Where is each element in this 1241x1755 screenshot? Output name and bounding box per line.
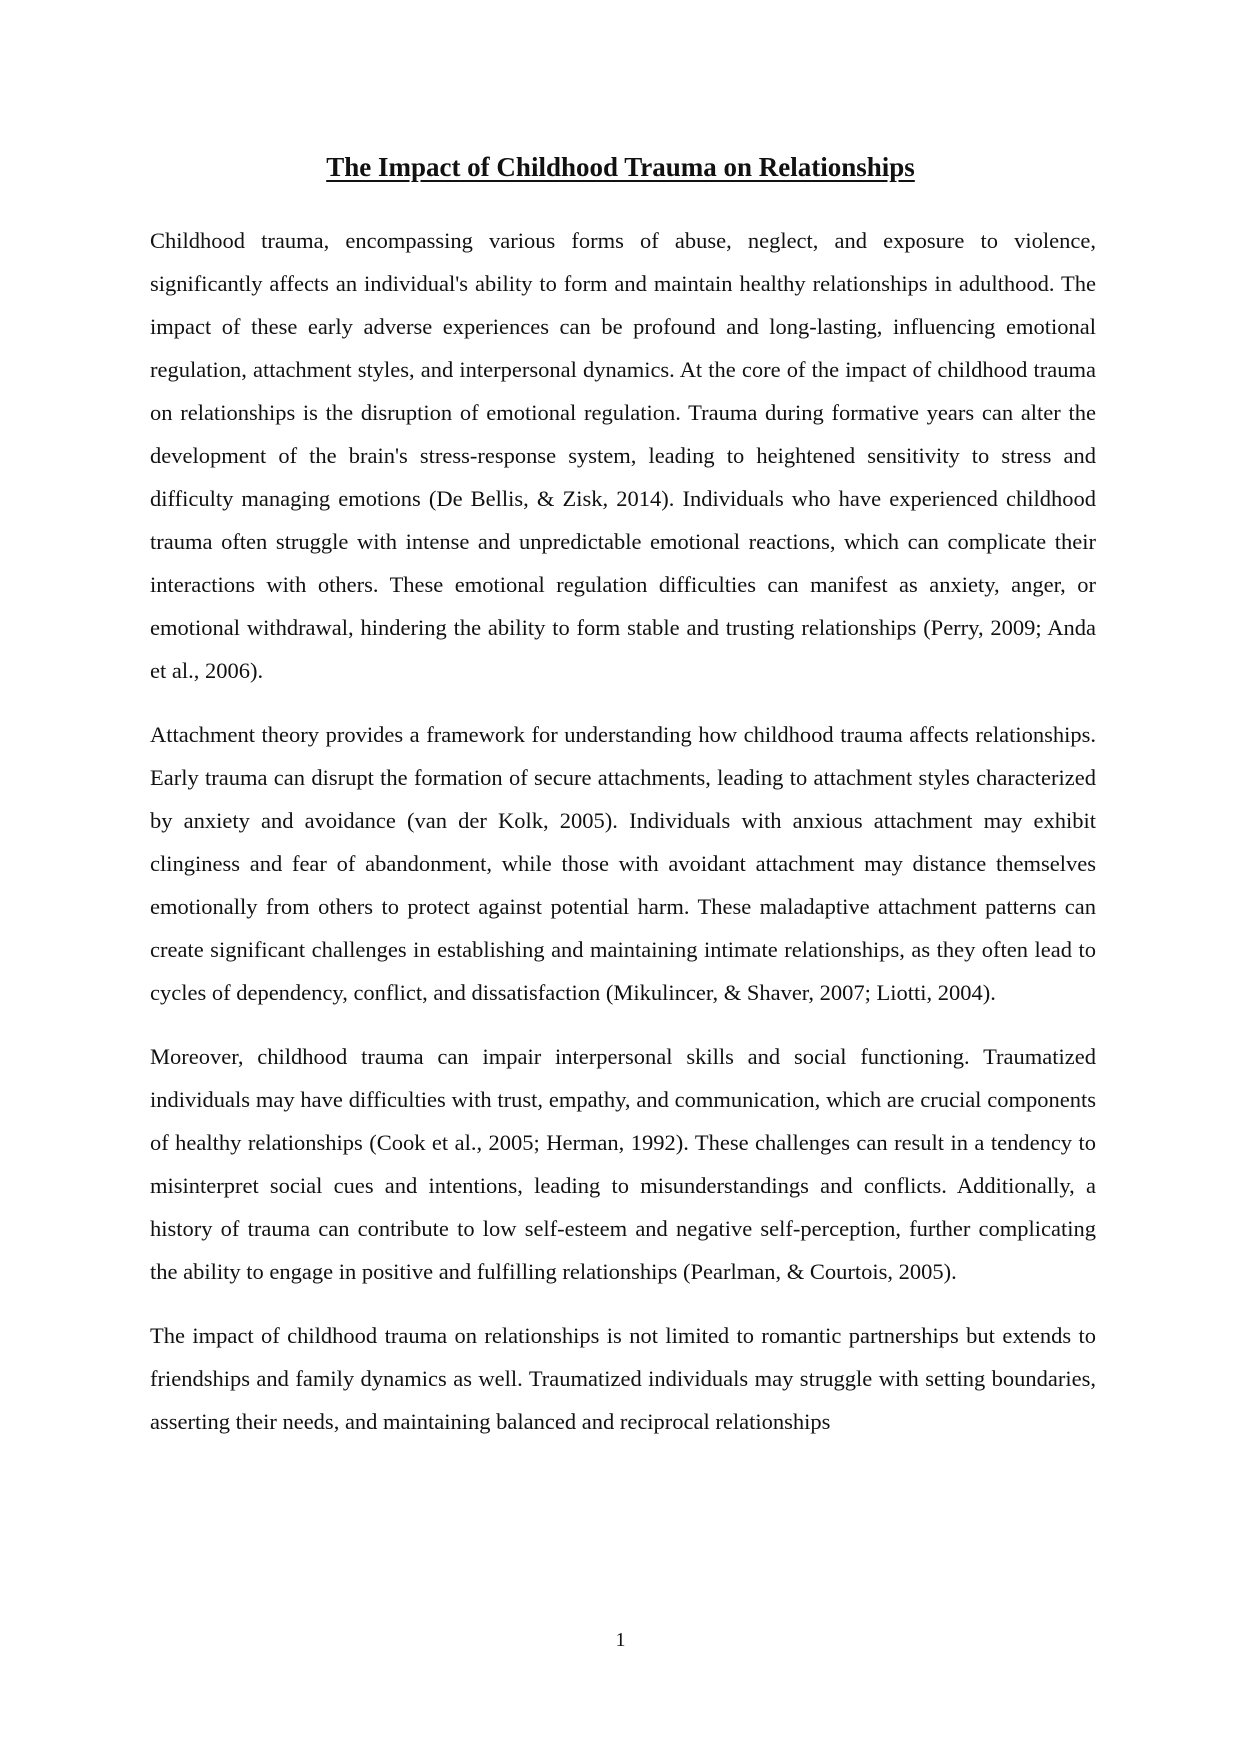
document-title: The Impact of Childhood Trauma on Relationships: [326, 152, 915, 182]
paragraph-3: Moreover, childhood trauma can impair interpersonal skills and social functioning. Traumatized individuals may have difficulties with trust, empathy, and communication, which are crucial components of healthy relationships (Cook et al., 2005; Herman, 1992). These challenges can result in a tendency to misinterpret social cues and intentions, leading to misunderstandings and conflicts. Additionally, a history of trauma can contribute to low self-esteem and negative self-perception, further complicating the ability to engage in positive and fulfilling relationships (Pearlman, & Courtois, 2005).: [150, 1044, 1096, 1284]
paragraph-1: Childhood trauma, encompassing various forms of abuse, neglect, and exposure to violence, significantly affects an individual's ability to form and maintain healthy relationships in adulthood. The impact of these early adverse experiences can be profound and long-lasting, influencing emotional regulation, attachment styles, and interpersonal dynamics. At the core of the impact of childhood trauma on relationships is the disruption of emotional regulation. Trauma during formative years can alter the development of the brain's stress-response system, leading to heightened sensitivity to stress and difficulty managing emotions (De Bellis, & Zisk, 2014). Individuals who have experienced childhood trauma often struggle with intense and unpredictable emotional reactions, which can complicate their interactions with others. These emotional regulation difficulties can manifest as anxiety, anger, or emotional withdrawal, hindering the ability to form stable and trusting relationships (Perry, 2009; Anda et al., 2006).: [150, 228, 1096, 683]
paragraph-4: The impact of childhood trauma on relationships is not limited to romantic partnerships but extends to friendships and family dynamics as well. Traumatized individuals may struggle with setting boundaries, asserting their needs, and maintaining balanced and reciprocal relationships: [150, 1323, 1096, 1434]
document-body: [150, 219, 1096, 1464]
paragraph-2: Attachment theory provides a framework for understanding how childhood trauma affects relationships. Early trauma can disrupt the formation of secure attachments, leading to attachment styles characterized by anxiety and avoidance (van der Kolk, 2005). Individuals with anxious attachment may exhibit clinginess and fear of abandonment, while those with avoidant attachment may distance themselves emotionally from others to protect against potential harm. These maladaptive attachment patterns can create significant challenges in establishing and maintaining intimate relationships, as they often lead to cycles of dependency, conflict, and dissatisfaction (Mikulincer, & Shaver, 2007; Liotti, 2004).: [150, 722, 1096, 1005]
page-number: 1: [615, 1629, 626, 1651]
